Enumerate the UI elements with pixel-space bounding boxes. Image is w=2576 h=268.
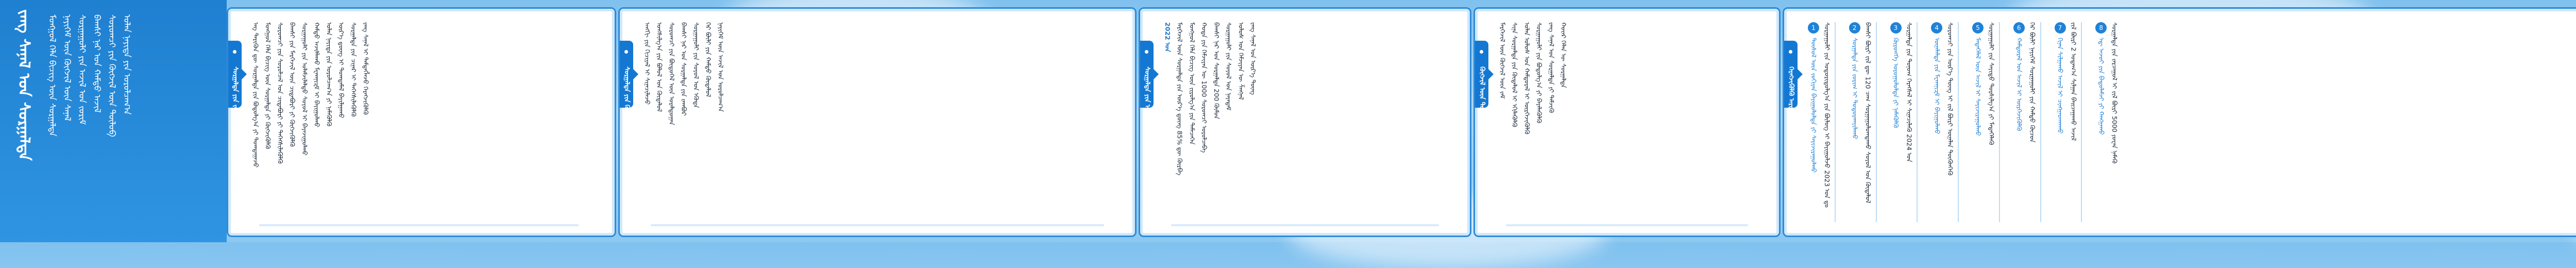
text-column: ᠤᠯᠤᠰ ᠤᠨ ᠬᠡᠮᠵᠢᠶᠡᠨ ᠦ ᠱᠠᠩᠨᠠᠯ (1237, 22, 1245, 100)
panel-goals (227, 7, 616, 237)
text-column: ᠮᠡᠷᠭᠡᠵᠢᠯ ᠦᠨ ᠬᠥᠭᠵᠢᠯ ᠦᠨ ᠵᠠᠮ (1499, 22, 1506, 99)
text-column: ᠨᠡᠶᠢᠭᠡᠮ ᠦᠨ ᠠᠵᠢᠯ ᠤᠨ ᠣᠷᠣᠯᠴᠠᠭ᠎ᠠ (717, 22, 725, 112)
text-column: ᠬᠣᠲᠠ ᠶᠢᠨ ᠬᠡᠮᠵᠢᠶᠡᠨ ᠦ 1000 ᠰᠤᠷᠤᠭᠴᠢ ᠣᠷᠣᠯᠴᠠᠪᠠ (1200, 22, 1208, 153)
panel-tab[interactable] (620, 41, 633, 127)
text-column: ᠤᠩᠰᠢᠯᠭ᠎ᠠ ᠶᠢᠨ ᠪᠣᠯᠣᠯ ᠤᠨ ᠬᠥᠳᠡᠯᠦᠯ (655, 22, 664, 112)
text-column: ᠦᠷ᠎ᠡ ᠳ᠋ᠦᠩ ᠢ ᠲᠣᠭᠲᠠᠮᠠᠯ ᠪᠠᠶᠢᠯᠭᠠᠬᠤ (337, 22, 345, 119)
panel-body (643, 22, 1124, 222)
panel-underline (1506, 224, 1748, 226)
header-line: ᠪᠠᠭᠰᠢ ᠨᠠᠷ ᠤᠨ ᠬᠠᠮᠲᠤ ᠠᠵᠢᠯ (92, 14, 102, 113)
section-number-badge: 2 (1849, 22, 1860, 34)
panel-body (1164, 22, 1459, 222)
section-title: ᠰᠤᠷᠭᠠᠯᠲᠠ ᠶᠢᠨ ᠵᠣᠷᠢᠭ ᠢ ᠲᠣᠳᠣᠷᠬᠠᠶᠢᠯᠠᠬᠤ (1851, 38, 1859, 140)
numbered-section (1808, 22, 1836, 222)
text-column: ᠰᠢᠨᠡ ᠰᠤᠷᠭᠠᠯᠲᠠ ᠶᠢᠨ ᠬᠥᠳᠡᠯᠦᠯ ᠢ ᠡᠬᠢᠯᠡᠭᠦᠯᠬᠦ (1511, 22, 1519, 127)
panel-tab-label: ᠰᠤᠷᠭᠠᠯᠲᠠ ᠶᠢᠨ ᠬᠥᠳᠡᠯᠦᠯ (623, 66, 631, 127)
section-number-badge: 8 (2095, 22, 2107, 34)
panel-tab-label: ᠰᠤᠷᠭᠠᠯᠲᠠ ᠶᠢᠨ ᠵᠣᠷᠢᠯᠭ᠎ᠠ (231, 66, 239, 129)
section-divider (2081, 22, 2082, 222)
section-title: ᠬᠠᠮᠲᠤᠷᠠᠯ ᠤᠨ ᠠᠵᠢᠯ ᠢ ᠥᠷᠭᠡᠵᠢᠭᠦᠯᠬᠦ (2015, 38, 2023, 131)
bullet-icon (1480, 50, 1483, 54)
panel-tab-label: ᠰᠤᠷᠭᠠᠯᠲᠠ ᠶᠢᠨ ᠦᠷ᠎ᠡ (1143, 66, 1151, 123)
text-column: ᠰᠤᠷᠭᠠᠭᠤᠯᠢ ᠶᠢᠨ ᠤᠯᠠᠮᠵᠢᠯᠠᠯᠲᠤ ᠰᠣᠶᠣᠯ ᠢ ᠪᠠᠶᠠᠵᠢᠭᠤᠯᠬᠤ (300, 22, 309, 156)
section-number-badge: 3 (1890, 22, 1902, 34)
bullet-icon (1145, 50, 1148, 54)
header-line: ᠨᠡᠶᠢᠭᠡᠮ ᠦᠨ ᠬᠥᠭᠵᠢᠯ ᠦᠨ ᠰᠠᠨᠠᠯ (62, 14, 72, 121)
numbered-section (1849, 22, 1877, 222)
section-number-badge: 1 (1808, 22, 1819, 34)
section-text: ᠰᠤᠷᠤᠭᠴᠢ ᠶᠢᠨ ᠦᠷ᠎ᠡ ᠳᠦᠩ ᠢ ᠵᠢᠯ ᠪᠦᠷᠢ ᠦᠨᠡᠯᠡᠨ ᠳᠦᠭᠦᠨᠭᠡᠬᠦ (1946, 22, 1954, 176)
text-column: ᠣᠯᠠᠨ ᠨᠡᠶᠢᠲᠡ ᠶᠢᠨ ᠣᠷᠣᠯᠴᠠᠭ᠎ᠠ ᠶᠢ ᠨᠡᠮᠡᠭᠦᠯᠬᠦ (325, 22, 333, 127)
text-column: ᠵᠠᠩ ᠰᠠᠨᠠᠯ ᠤᠨ ᠦᠷ᠎ᠡ ᠳᠦᠩ (1249, 22, 1257, 95)
text-column: ᠪᠠᠭᠰᠢ ᠶᠢᠨ ᠮᠡᠷᠭᠡᠵᠢᠯ ᠦᠨ ᠴᠢᠳᠠᠪᠤᠷᠢ ᠶᠢ ᠬᠥᠭᠵᠢᠭᠦᠯᠬᠦ (289, 22, 296, 147)
section-divider (1958, 22, 1959, 222)
panel-tab-label: ᠬᠥᠭᠵᠢᠯ ᠦᠨ ᠲᠥᠯᠦᠪ (1478, 66, 1486, 123)
section-divider (1917, 22, 1918, 222)
text-column: ᠣᠯᠠᠨ ᠤᠯᠤᠰ ᠤᠨ ᠬᠠᠮᠲᠤᠷᠠᠯ ᠢ ᠥᠷᠭᠡᠵᠢᠭᠦᠯᠬᠦ (1523, 22, 1531, 135)
numbered-section (2013, 22, 2041, 222)
panel-underline (651, 224, 1104, 226)
text-column: ᠭᠡᠷ ᠪᠦᠯᠢ ᠶᠢᠨ ᠬᠠᠮᠲᠤ ᠬᠥᠳᠡᠯᠦᠯ (704, 22, 713, 97)
section-title: ᠦᠨᠡᠯᠡᠯᠲᠡ ᠶᠢᠨ ᠮᠧᠬᠠᠨᠢᠽᠮ ᠢ ᠪᠠᠶᠢᠭᠤᠯᠬᠤ (1933, 38, 1941, 135)
section-title: ᠲᠥᠰᠦᠯ ᠦᠨ ᠵᠣᠬᠢᠶᠠᠨ ᠪᠠᠶᠢᠭᠤᠯᠤᠯᠲᠠ ᠶᠢ ᠰᠠᠶᠢᠵᠢᠷᠠᠭᠤᠯᠬᠤ (1810, 38, 1818, 173)
panel-tab[interactable] (1140, 41, 1154, 123)
text-column: ᠰᠤᠷᠭᠠᠭᠤᠯᠢ ᠶᠢᠨ ᠰᠣᠶᠣᠯ ᠤᠨ ᠡᠭᠦᠳᠡ (692, 22, 700, 108)
panel-plan (1473, 7, 1781, 237)
section-text: ᠪᠠᠭᠰᠢ ᠪᠦᠷᠢ ᠵᠢᠯ ᠳᠦ 120 ᠴᠠᠭ ᠰᠤᠷᠭᠠᠭᠤᠯᠤᠭᠳᠠᠬᠤ ᠰᠣᠶᠣᠯ ᠤᠨ ᠬᠥᠳᠡᠯᠦᠯ (1864, 22, 1872, 204)
section-number-badge: 6 (2013, 22, 2025, 34)
panel-body (252, 22, 603, 222)
header-line: ᠣᠯᠠᠨ ᠨᠡᠶᠢᠲᠡ ᠶᠢᠨ ᠣᠷᠣᠯᠴᠠᠭ᠎ᠠ (122, 14, 132, 115)
panel-tab[interactable] (1475, 41, 1488, 123)
section-title: ᠡᠳ᠋ ᠠᠵᠤᠢ ᠶᠢᠨ ᠪᠠᠲᠤᠯᠠᠮᠵᠢ ᠶᠢ ᠬᠠᠩᠭᠠᠬᠤ (2097, 38, 2106, 135)
text-column: ᠰᠤᠷᠤᠭᠴᠢ ᠶᠢᠨ ᠪᠦᠲᠦᠭᠡᠯ ᠦᠨ ᠤᠷᠠᠯᠳᠤᠭᠠᠨ (668, 22, 676, 125)
header-intro (47, 14, 131, 137)
numbered-section (2095, 22, 2118, 222)
section-number-badge: 7 (2055, 22, 2066, 34)
header-line: ᠰᠤᠷᠭᠠᠭᠤᠯᠢ ᠶᠢᠨ ᠠᠵᠢᠯ ᠤᠨ ᠵᠤᠷᠢᠮ (77, 14, 87, 125)
page-title: ᠵᠠᠩ ᠰᠠᠨᠠᠯ ᠤᠨ ᠰᠤᠷᠭᠠᠯᠲᠠ (15, 9, 33, 161)
text-column: ᠰᠤᠷᠤᠭᠴᠢ ᠶᠢᠨ ᠰᠤᠷᠤᠯᠴᠠᠯ ᠤᠨ ᠴᠢᠳᠠᠪᠤᠷᠢ ᠶᠢ ᠳᠡᠭᠡᠭᠰᠢᠯᠡᠭᠦᠯᠬᠦ (276, 22, 284, 164)
bullet-icon (624, 50, 628, 54)
text-column: ᠡᠩ ᠲᠡᠷᠢᠭᠦᠨ ᠳᠦ ᠰᠤᠷᠭᠠᠯᠲᠠ ᠶᠢᠨ ᠪᠣᠳᠣᠯᠭ᠎ᠠ ᠶᠢ ᠲᠣᠭᠲᠠᠭᠠᠵᠤ (252, 22, 260, 168)
section-title: ᠬᠢᠨᠠᠨ ᠰᠢᠯᠭᠠᠬᠤ ᠠᠵᠢᠯ ᠢ ᠴᠢᠩᠭᠠᠳᠬᠠᠬᠤ (2056, 38, 2064, 134)
section-number-badge: 5 (1972, 22, 1984, 34)
numbered-section (2055, 22, 2082, 222)
bullet-icon (233, 50, 236, 54)
panel-activities (618, 7, 1137, 237)
text-column: ᠮᠣᠩᠭᠣᠯ ᠬᠡᠯᠡ ᠪᠢᠴᠢᠭ ᠦᠨ ᠵᠢᠷᠤᠯᠭ᠎ᠠ ᠶᠢᠨ ᠲᠡᠮᠡᠴᠡᠭᠡᠨ (1188, 22, 1196, 145)
text-column: ᠪᠠᠭᠰᠢ ᠨᠠᠷ ᠤᠨ ᠰᠤᠷᠭᠠᠯᠲᠠ ᠶᠢᠨ ᠵᠠᠭᠪᠤᠷ (680, 22, 688, 116)
section-text: ᠰᠤᠷᠭᠠᠭᠤᠯᠢ ᠶᠢᠨ ᠰᠠᠶᠢᠲᠤ ᠲᠤᠷᠰᠢᠯᠭ᠎ᠠ ᠶᠢ ᠮᠡᠳᠡᠭᠡᠯᠡᠬᠦ (1987, 22, 1995, 145)
panel-underline (1171, 224, 1439, 226)
section-text: ᠰᠤᠷᠭᠠᠯᠲᠠ ᠶᠢᠨ ᠲᠣᠨᠤᠭ ᠬᠡᠷᠡᠭᠰᠡᠯ ᠢ ᠰᠢᠨᠡᠴᠢᠯᠡᠬᠦ 2024 ᠣᠨ (1905, 22, 1913, 162)
section-text: ᠰᠤᠷᠭᠠᠯᠲᠠ ᠶᠢᠨ ᠵᠠᠷᠴᠠᠭᠤᠯ ᠢ ᠵᠢᠯ ᠪᠦᠷᠢ 5000 ᠶᠤᠸᠠᠨ ᠨᠡᠮᠡᠬᠦ (2111, 22, 2119, 164)
panel-tab-label: ᠬᠡᠷᠡᠭᠵᠢᠭᠦᠯᠬᠦ ᠠᠷᠭ᠎ᠠ ᠬᠡᠮᠵᠢᠶ᠎ᠡ (1787, 66, 1795, 141)
section-divider (1835, 22, 1836, 222)
header-block (0, 0, 227, 242)
panel-tab[interactable] (228, 41, 242, 129)
section-title: ᠮᠡᠳᠡᠭᠡᠯᠡᠯ ᠦᠨ ᠠᠵᠢᠯ ᠢ ᠰᠠᠶᠢᠵᠢᠷᠠᠭᠤᠯᠬᠤ (1974, 38, 1982, 136)
text-column: ᠵᠠᠩ ᠰᠠᠨᠠᠯ ᠤᠨ ᠰᠤᠷᠭᠠᠯᠲᠠ ᠶᠢ ᠳᠡᠮᠵᠢᠬᠦ (1547, 22, 1555, 113)
section-number-badge: 4 (1931, 22, 1942, 34)
section-divider (1999, 22, 2000, 222)
bullet-icon (1789, 50, 1792, 54)
section-text: ᠵᠢᠯ ᠪᠦᠷᠢ 2 ᠤᠳᠠᠭ᠎ᠠ ᠰᠢᠯᠭᠠᠨ ᠪᠠᠢᠴᠠᠭᠠᠬᠤ ᠠᠵᠢᠯ (2070, 22, 2078, 141)
numbered-section (1972, 22, 2000, 222)
panel-measures (1783, 7, 2576, 237)
panel-results (1139, 7, 1471, 237)
section-text: ᠭᠡᠷ ᠪᠦᠯᠢ ᠨᠡᠶᠢᠭᠡᠮ ᠰᠤᠷᠭᠠᠭᠤᠯᠢ ᠶᠢᠨ ᠬᠠᠮᠲᠤ ᠬᠦᠴᠦᠨ (2028, 22, 2037, 143)
numbered-section (1890, 22, 1918, 222)
text-column: ᠮᠣᠩᠭᠣᠯ ᠬᠡᠯᠡ ᠪᠢᠴᠢᠭ ᠦᠨ ᠰᠤᠷᠭᠠᠯᠲᠠ ᠶᠢ ᠬᠥᠭᠵᠢᠭᠦᠯᠬᠦ (264, 22, 272, 149)
text-column: ᠰᠤᠷᠭᠠᠭᠤᠯᠢ ᠶᠢᠨ ᠰᠣᠶᠣᠯ ᠤᠨ ᠨᠠᠶᠠᠳᠠᠮ (1225, 22, 1233, 111)
header-line: ᠰᠤᠷᠤᠭᠴᠢ ᠶᠢᠨ ᠬᠥᠭᠵᠢᠯ ᠦᠨ ᠲᠥᠯᠦᠪ (107, 14, 117, 137)
text-column: ᠮᠡᠷᠭᠡᠵᠢᠯ ᠦᠨ ᠰᠤᠷᠭᠠᠯᠲᠠ ᠶᠢᠨ ᠦᠷ᠎ᠡ ᠳ᠋ᠦᠩ 85% ᠳᠦ ᠬᠦᠷᠪᠡ (1176, 22, 1184, 176)
text-column: ᠰᠤᠷᠭᠠᠯᠲᠠ ᠶᠢᠨ ᠴᠢᠨᠠᠷ ᠢ ᠳᠡᠭᠡᠭᠰᠢᠯᠡᠭᠦᠯᠬᠦ (349, 22, 358, 117)
panel-underline (259, 224, 579, 226)
text-column: ᠪᠠᠭᠰᠢ ᠨᠠᠷ ᠤᠨ ᠰᠤᠷᠭᠠᠯᠲᠠ 200 ᠬᠦᠮᠦᠨ (1212, 22, 1221, 119)
numbered-section (1931, 22, 1959, 222)
header-line: ᠮᠣᠩᠭᠣᠯ ᠬᠡᠯᠡ ᠪᠢᠴᠢᠭ ᠦᠨ ᠰᠤᠷᠭᠠᠯᠲᠠ (47, 14, 57, 137)
text-column: ᠰᠤᠷᠭᠠᠭᠤᠯᠢ ᠶᠢᠨ ᠪᠣᠳᠣᠯᠭ᠎ᠠ ᠶᠢ ᠪᠡᠶᠡᠯᠡᠭᠦᠯᠬᠦ (1535, 22, 1543, 124)
year-label: 2022 ᠣᠨ (1164, 22, 1172, 52)
text-column: ᠬᠣᠶ᠋ᠠᠷ ᠬᠡᠯᠡᠨ ᠦ ᠰᠤᠷᠭᠠᠯᠲᠠ (1560, 22, 1568, 88)
section-title: ᠬᠥᠷᠥᠩᠭᠡ ᠣᠷᠣᠭᠤᠯᠤᠯᠲᠠ ᠶᠢ ᠨᠡᠮᠡᠭᠦᠯᠬᠦ (1892, 38, 1900, 128)
panel-body (1499, 22, 1768, 222)
text-column: ᠠᠩᠭᠢ ᠶᠢᠨ ᠬᠢᠴᠢᠶᠡᠯ ᠢ ᠰᠢᠨᠡᠴᠢᠯᠡᠵᠦ (643, 22, 651, 105)
panel-body (1808, 22, 2576, 222)
panel-tab[interactable] (1784, 41, 1798, 141)
section-divider (1876, 22, 1877, 222)
section-text: ᠰᠤᠷᠭᠠᠭᠤᠯᠢ ᠶᠢᠨ ᠤᠳᠤᠷᠢᠳᠤᠯᠭ᠎ᠠ ᠶᠢᠨ ᠪᠦᠯᠦᠭ ᠢ ᠪᠠᠶᠢᠭᠤᠯᠵᠤ 2023 ᠣᠨ ᠳᠤ (1823, 22, 1831, 208)
text-column: ᠬᠠᠮᠲᠤ ᠠᠵᠢᠯᠯᠠᠬᠤ ᠮᠧᠬᠠᠨᠢᠽᠮ ᠢ ᠪᠠᠶᠢᠭᠤᠯᠬᠤ (313, 22, 321, 127)
section-divider (2040, 22, 2041, 222)
text-column: ᠵᠠᠩ ᠰᠠᠨᠠᠯ ᠢ ᠲᠡᠮᠳᠡᠭᠯᠡᠵᠦ ᠬᠡᠷᠡᠭᠵᠢᠭᠦᠯᠬᠦ (362, 22, 370, 115)
